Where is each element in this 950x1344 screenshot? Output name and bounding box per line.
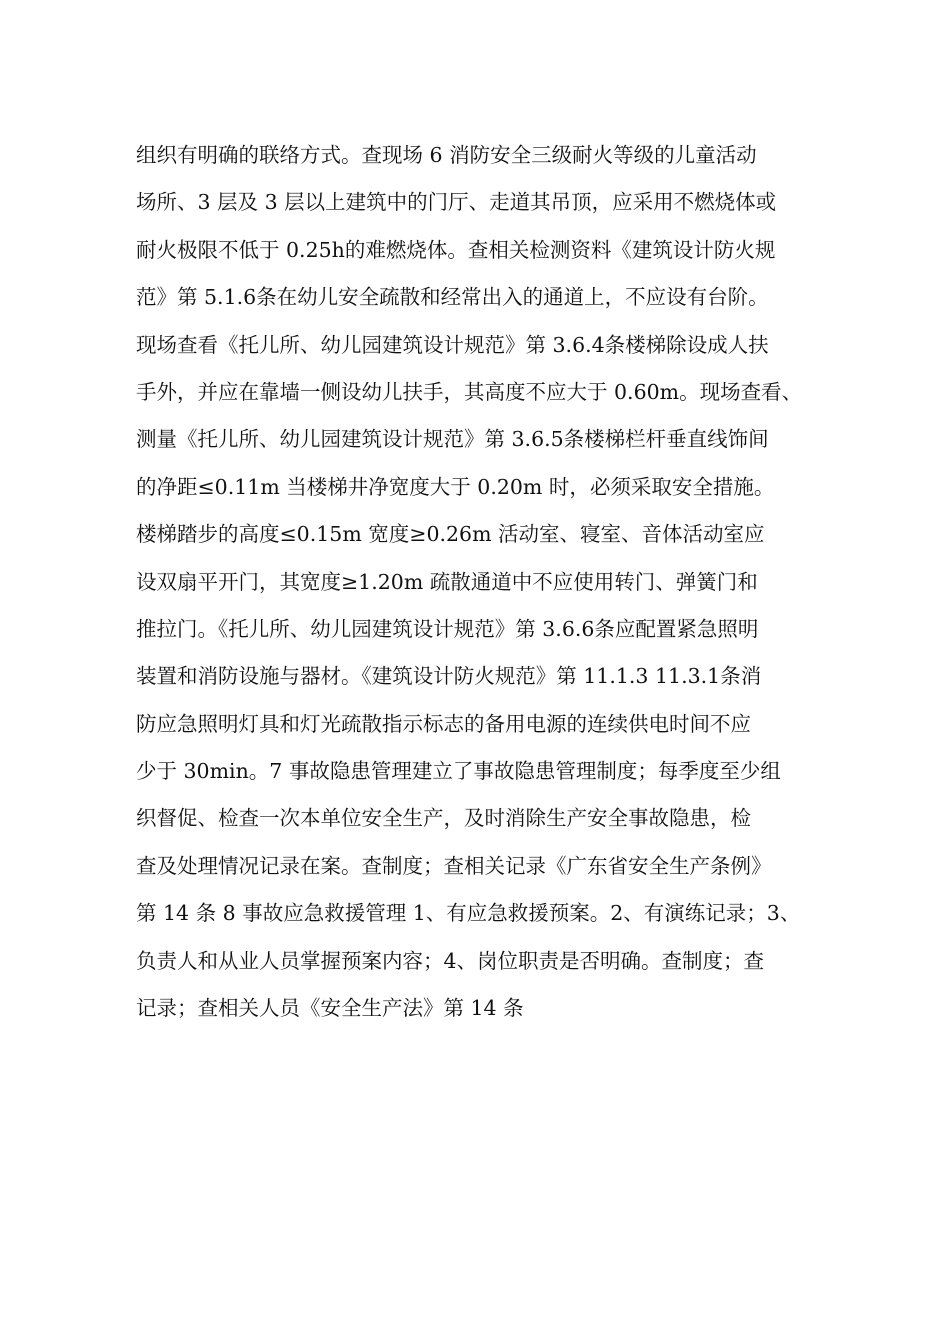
- text-line: 耐火极限不低于 0.25h的难燃烧体。查相关检测资料《建筑设计防火规: [136, 237, 776, 262]
- text-line: 记录；查相关人员《安全生产法》第 14 条: [136, 996, 524, 1021]
- text-line: 装置和消防设施与器材。《建筑设计防火规范》第 11.1.3 11.3.1条消: [136, 664, 762, 689]
- text-line: 少于 30min。7 事故隐患管理建立了事故隐患管理制度；每季度至少组: [136, 759, 781, 784]
- text-line: 测量《托儿所、幼儿园建筑设计规范》第 3.6.5条楼梯栏杆垂直线饰间: [136, 427, 769, 452]
- text-line: 手外，并应在靠墙一侧设幼儿扶手，其高度不应大于 0.60m。现场查看、: [136, 379, 803, 404]
- text-line: 负责人和从业人员掌握预案内容；4、岗位职责是否明确。查制度；查: [136, 948, 765, 973]
- text-line: 的净距≤0.11m 当楼梯井净宽度大于 0.20m 时，必须采取安全措施。: [136, 474, 775, 499]
- text-line: 织督促、检查一次本单位安全生产，及时消除生产安全事故隐患，检: [136, 806, 751, 831]
- text-line: 现场查看《托儿所、幼儿园建筑设计规范》第 3.6.4条楼梯除设成人扶: [136, 332, 769, 357]
- text-line: 范》第 5.1.6条在幼儿安全疏散和经常出入的通道上，不应设有台阶。: [136, 285, 769, 310]
- text-line: 第 14 条 8 事故应急救援管理 1、有应急救援预案。2、有演练记录；3、: [136, 901, 801, 926]
- body-text: [136, 132, 826, 1032]
- text-line: 楼梯踏步的高度≤0.15m 宽度≥0.26m 活动室、寝室、音体活动室应: [136, 522, 765, 547]
- text-line: 设双扇平开门，其宽度≥1.20m 疏散通道中不应使用转门、弹簧门和: [136, 569, 758, 594]
- text-line: 防应急照明灯具和灯光疏散指示标志的备用电源的连续供电时间不应: [136, 711, 751, 736]
- text-line: 场所、3 层及 3 层以上建筑中的门厅、走道其吊顶，应采用不燃烧体或: [136, 190, 777, 215]
- text-line: 组织有明确的联络方式。查现场 6 消防安全三级耐火等级的儿童活动: [136, 143, 757, 167]
- text-line: 推拉门。《托儿所、幼儿园建筑设计规范》第 3.6.6条应配置紧急照明: [136, 616, 759, 641]
- text-line: 查及处理情况记录在案。查制度；查相关记录《广东省安全生产条例》: [136, 853, 772, 878]
